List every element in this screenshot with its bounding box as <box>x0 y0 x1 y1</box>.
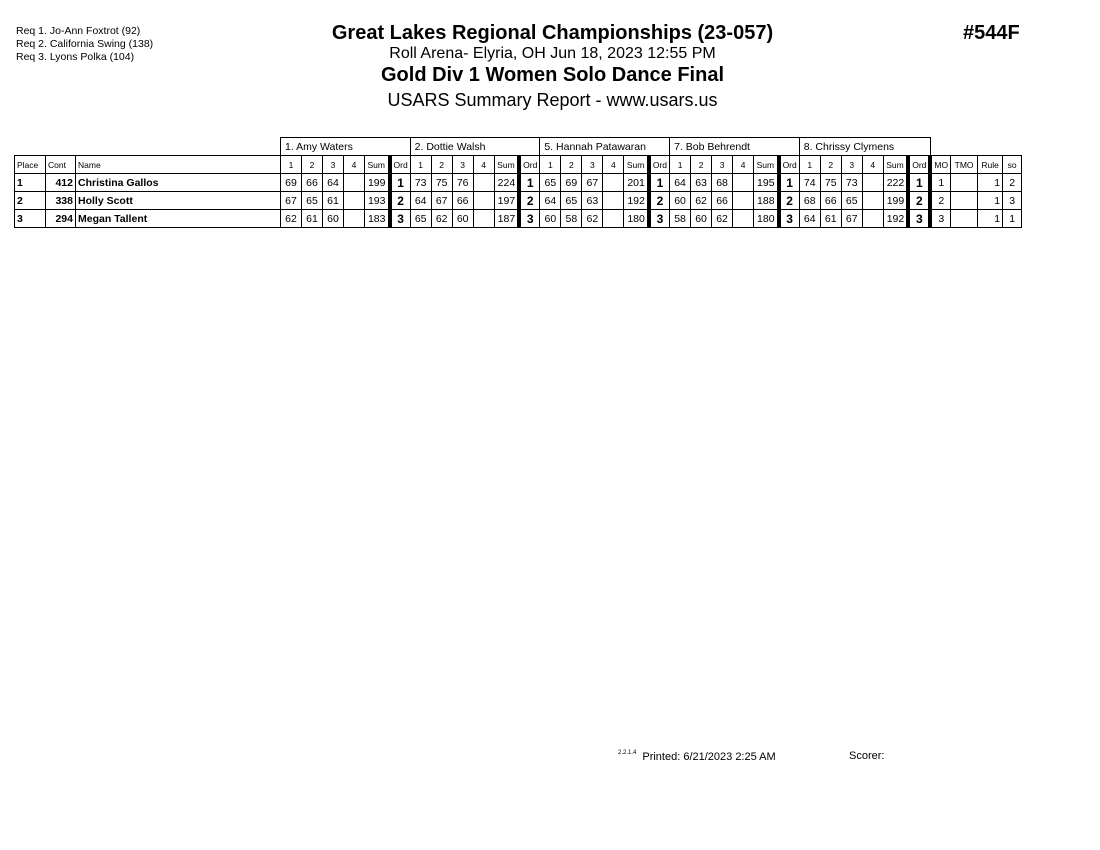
ordinal-cell: 3 <box>779 210 800 228</box>
score-cell: 62 <box>431 210 452 228</box>
col-score: 4 <box>473 156 494 174</box>
place-cell: 1 <box>15 174 46 192</box>
score-cell: 60 <box>691 210 712 228</box>
sum-cell: 192 <box>883 210 908 228</box>
rule-cell: 1 <box>978 192 1003 210</box>
ordinal-cell: 1 <box>779 174 800 192</box>
ordinal-cell: 1 <box>649 174 670 192</box>
contestant-number: 412 <box>46 174 76 192</box>
score-cell: 73 <box>841 174 862 192</box>
skater-name: Megan Tallent <box>76 210 281 228</box>
sum-cell: 183 <box>365 210 390 228</box>
printed-date: Printed: 6/21/2023 2:25 AM <box>642 751 776 763</box>
score-cell: 64 <box>410 192 431 210</box>
request-item: Req 2. California Swing (138) <box>16 38 154 50</box>
sum-cell: 193 <box>365 192 390 210</box>
sum-cell: 187 <box>494 210 519 228</box>
sum-cell: 195 <box>754 174 779 192</box>
sum-cell: 180 <box>624 210 649 228</box>
score-cell: 64 <box>799 210 820 228</box>
ordinal-cell: 1 <box>390 174 411 192</box>
col-score: 4 <box>733 156 754 174</box>
column-header-row <box>15 156 1022 174</box>
table-row <box>15 192 1022 210</box>
score-cell: 58 <box>670 210 691 228</box>
rule-cell: 1 <box>978 210 1003 228</box>
request-list <box>16 25 153 64</box>
sum-cell: 199 <box>365 174 390 192</box>
mo-cell: 2 <box>930 192 950 210</box>
ordinal-cell: 2 <box>390 192 411 210</box>
ordinal-cell: 2 <box>519 192 540 210</box>
score-cell <box>603 192 624 210</box>
score-cell: 74 <box>799 174 820 192</box>
sum-cell: 197 <box>494 192 519 210</box>
so-cell: 2 <box>1003 174 1022 192</box>
request-item: Req 3. Lyons Polka (104) <box>16 51 135 63</box>
score-cell: 66 <box>820 192 841 210</box>
ordinal-cell: 3 <box>908 210 930 228</box>
judge-header-row <box>15 138 1022 156</box>
score-cell: 65 <box>410 210 431 228</box>
score-cell: 67 <box>582 174 603 192</box>
report-title: USARS Summary Report - www.usars.us <box>387 90 718 110</box>
col-tmo: TMO <box>951 156 978 174</box>
score-cell: 60 <box>323 210 344 228</box>
col-score: 2 <box>302 156 323 174</box>
col-score: 1 <box>799 156 820 174</box>
score-cell: 67 <box>841 210 862 228</box>
skater-name: Holly Scott <box>76 192 281 210</box>
score-cell: 65 <box>540 174 561 192</box>
request-item: Req 1. Jo-Ann Foxtrot (92) <box>16 25 141 37</box>
score-cell: 58 <box>561 210 582 228</box>
score-cell: 68 <box>799 192 820 210</box>
col-score: 1 <box>670 156 691 174</box>
score-cell: 69 <box>561 174 582 192</box>
col-score: 1 <box>540 156 561 174</box>
col-name: Name <box>76 156 281 174</box>
score-cell: 69 <box>281 174 302 192</box>
col-sum: Sum <box>883 156 908 174</box>
score-cell <box>862 174 883 192</box>
col-ord: Ord <box>908 156 930 174</box>
sum-cell: 222 <box>883 174 908 192</box>
version-code: 2.2.1.4 <box>618 750 637 756</box>
header-spacer <box>15 138 281 156</box>
score-cell: 67 <box>431 192 452 210</box>
ordinal-cell: 1 <box>519 174 540 192</box>
score-cell: 68 <box>712 174 733 192</box>
place-cell: 2 <box>15 192 46 210</box>
score-cell: 62 <box>582 210 603 228</box>
score-cell: 63 <box>691 174 712 192</box>
col-sum: Sum <box>754 156 779 174</box>
header-spacer <box>930 138 1021 156</box>
ordinal-cell: 2 <box>779 192 800 210</box>
col-rule: Rule <box>978 156 1003 174</box>
score-cell: 67 <box>281 192 302 210</box>
score-cell: 62 <box>691 192 712 210</box>
score-cell: 64 <box>540 192 561 210</box>
so-cell: 1 <box>1003 210 1022 228</box>
so-cell: 3 <box>1003 192 1022 210</box>
mo-cell: 1 <box>930 174 950 192</box>
sum-cell: 224 <box>494 174 519 192</box>
judge-name: 8. Chrissy Clymens <box>799 138 930 156</box>
table-row <box>15 210 1022 228</box>
col-so: so <box>1003 156 1022 174</box>
ordinal-cell: 3 <box>649 210 670 228</box>
sum-cell: 192 <box>624 192 649 210</box>
score-cell <box>603 210 624 228</box>
results-table <box>14 137 1022 228</box>
score-cell <box>473 210 494 228</box>
place-cell: 3 <box>15 210 46 228</box>
col-ord: Ord <box>390 156 411 174</box>
col-score: 4 <box>603 156 624 174</box>
score-cell: 65 <box>302 192 323 210</box>
score-cell <box>862 192 883 210</box>
col-mo: MO <box>930 156 950 174</box>
col-sum: Sum <box>624 156 649 174</box>
score-cell <box>344 192 365 210</box>
mo-cell: 3 <box>930 210 950 228</box>
score-cell: 75 <box>431 174 452 192</box>
col-score: 3 <box>582 156 603 174</box>
score-cell: 73 <box>410 174 431 192</box>
contestant-number: 338 <box>46 192 76 210</box>
score-cell: 66 <box>712 192 733 210</box>
score-cell: 61 <box>820 210 841 228</box>
sum-cell: 201 <box>624 174 649 192</box>
col-score: 3 <box>841 156 862 174</box>
event-title: Gold Div 1 Women Solo Dance Final <box>380 64 725 86</box>
score-cell <box>344 210 365 228</box>
score-cell: 62 <box>712 210 733 228</box>
score-cell <box>733 210 754 228</box>
score-cell <box>473 174 494 192</box>
score-cell: 61 <box>302 210 323 228</box>
tmo-cell <box>951 210 978 228</box>
ordinal-cell: 2 <box>649 192 670 210</box>
rule-cell: 1 <box>978 174 1003 192</box>
score-cell: 60 <box>452 210 473 228</box>
score-cell <box>733 192 754 210</box>
col-score: 3 <box>452 156 473 174</box>
sum-cell: 180 <box>754 210 779 228</box>
ordinal-cell: 2 <box>908 192 930 210</box>
score-cell: 60 <box>540 210 561 228</box>
skater-name: Christina Gallos <box>76 174 281 192</box>
col-score: 3 <box>323 156 344 174</box>
contestant-number: 294 <box>46 210 76 228</box>
col-sum: Sum <box>494 156 519 174</box>
ordinal-cell: 1 <box>908 174 930 192</box>
sum-cell: 199 <box>883 192 908 210</box>
col-score: 4 <box>862 156 883 174</box>
col-score: 1 <box>281 156 302 174</box>
judge-name: 2. Dottie Walsh <box>410 138 540 156</box>
score-cell: 64 <box>323 174 344 192</box>
col-score: 1 <box>410 156 431 174</box>
col-ord: Ord <box>519 156 540 174</box>
col-ord: Ord <box>779 156 800 174</box>
col-place: Place <box>15 156 46 174</box>
col-score: 2 <box>820 156 841 174</box>
score-cell: 64 <box>670 174 691 192</box>
score-cell: 76 <box>452 174 473 192</box>
score-cell: 65 <box>561 192 582 210</box>
sum-cell: 188 <box>754 192 779 210</box>
competition-title: Great Lakes Regional Championships (23-057) <box>331 22 774 44</box>
col-score: 2 <box>561 156 582 174</box>
score-cell: 62 <box>281 210 302 228</box>
col-score: 4 <box>344 156 365 174</box>
print-info <box>618 750 776 763</box>
score-cell <box>862 210 883 228</box>
col-score: 2 <box>431 156 452 174</box>
score-cell <box>603 174 624 192</box>
ordinal-cell: 3 <box>519 210 540 228</box>
judge-name: 1. Amy Waters <box>281 138 411 156</box>
tmo-cell <box>951 192 978 210</box>
tmo-cell <box>951 174 978 192</box>
col-score: 3 <box>712 156 733 174</box>
col-score: 2 <box>691 156 712 174</box>
score-cell <box>733 174 754 192</box>
event-number: #544F <box>963 22 1020 44</box>
score-cell: 60 <box>670 192 691 210</box>
score-cell: 66 <box>452 192 473 210</box>
score-cell: 65 <box>841 192 862 210</box>
judge-name: 5. Hannah Patawaran <box>540 138 670 156</box>
score-cell: 63 <box>582 192 603 210</box>
table-row <box>15 174 1022 192</box>
score-cell: 75 <box>820 174 841 192</box>
score-cell <box>344 174 365 192</box>
col-sum: Sum <box>365 156 390 174</box>
venue-date: Roll Arena- Elyria, OH Jun 18, 2023 12:55 PM <box>389 45 716 62</box>
score-cell: 61 <box>323 192 344 210</box>
col-cont: Cont <box>46 156 76 174</box>
scorer-label: Scorer: <box>849 750 885 762</box>
judge-name: 7. Bob Behrendt <box>670 138 800 156</box>
ordinal-cell: 3 <box>390 210 411 228</box>
score-cell <box>473 192 494 210</box>
col-ord: Ord <box>649 156 670 174</box>
score-cell: 66 <box>302 174 323 192</box>
